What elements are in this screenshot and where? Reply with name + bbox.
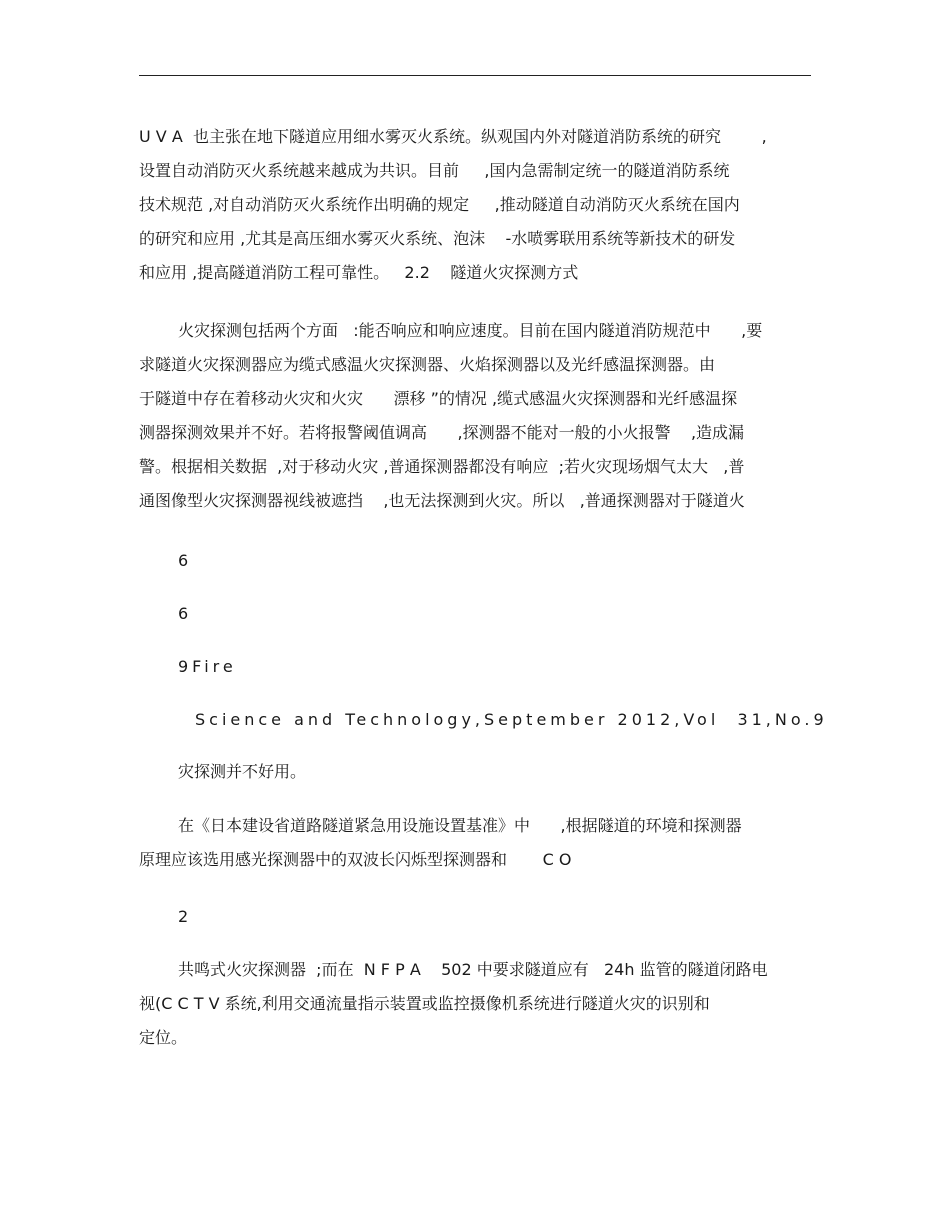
continuation-line: 灾探测并不好用。 [178, 762, 307, 781]
paragraph-1-line-1: U V A 也主张在地下隧道应用细水雾灭火系统。纵观国内外对隧道消防系统的研究 , [139, 127, 767, 146]
header-rule [139, 75, 811, 76]
paragraph-2-line-6: 通图像型火灾探测器视线被遮挡 ,也无法探测到火灾。所以 ,普通探测器对于隧道火 [139, 491, 745, 510]
paragraph-1-line-2: 设置自动消防灭火系统越来越成为共识。目前 ,国内急需制定统一的隧道消防系统 [139, 161, 730, 180]
paragraph-1-line-5: 和应用 ,提高隧道消防工程可靠性。 2.2 隧道火灾探测方式 [139, 263, 579, 282]
paragraph-1-line-4: 的研究和应用 ,尤其是高压细水雾灭火系统、泡沫 -水喷雾联用系统等新技术的研发 [139, 229, 736, 248]
paragraph-4-line-3: 定位。 [139, 1028, 188, 1047]
paragraph-3-line-2: 原理应该选用感光探测器中的双波长闪烁型探测器和 C O [139, 850, 572, 869]
journal-label-fire: 9Fire [178, 657, 237, 676]
page-number-digit-b: 6 [178, 604, 189, 623]
paragraph-1-line-3: 技术规范 ,对自动消防灭火系统作出明确的规定 ,推动隧道自动消防灭火系统在国内 [139, 195, 740, 214]
paragraph-2-line-4: 测器探测效果并不好。若将报警阈值调高 ,探测器不能对一般的小火报警 ,造成漏 [139, 423, 745, 442]
page-number-digit-a: 6 [178, 551, 189, 570]
paragraph-3-line-1: 在《日本建设省道路隧道紧急用设施设置基准》中 ,根据隧道的环境和探测器 [178, 816, 742, 835]
paragraph-4-line-2: 视(C C T V 系统,利用交通流量指示装置或监控摄像机系统进行隧道火灾的识别和 [139, 994, 710, 1013]
journal-citation: Science and Technology,September 2012,Vol 31,No.9 [195, 710, 828, 729]
paragraph-2-line-3: 于隧道中存在着移动火灾和火灾 漂移 ”的情况 ,缆式感温火灾探测器和光纤感温探 [139, 389, 738, 408]
paragraph-2-line-1: 火灾探测包括两个方面 :能否响应和响应速度。目前在国内隧道消防规范中 ,要 [178, 321, 763, 340]
paragraph-2-line-2: 求隧道火灾探测器应为缆式感温火灾探测器、火焰探测器以及光纤感温探测器。由 [139, 355, 716, 374]
paragraph-2-line-5: 警。根据相关数据 ,对于移动火灾 ,普通探测器都没有响应 ;若火灾现场烟气太大 ,普 [139, 457, 745, 476]
co2-subscript: 2 [178, 907, 189, 926]
paragraph-4-line-1: 共鸣式火灾探测器 ;而在 N F P A 502 中要求隧道应有 24h 监管的隧道闭路电 [178, 960, 768, 979]
